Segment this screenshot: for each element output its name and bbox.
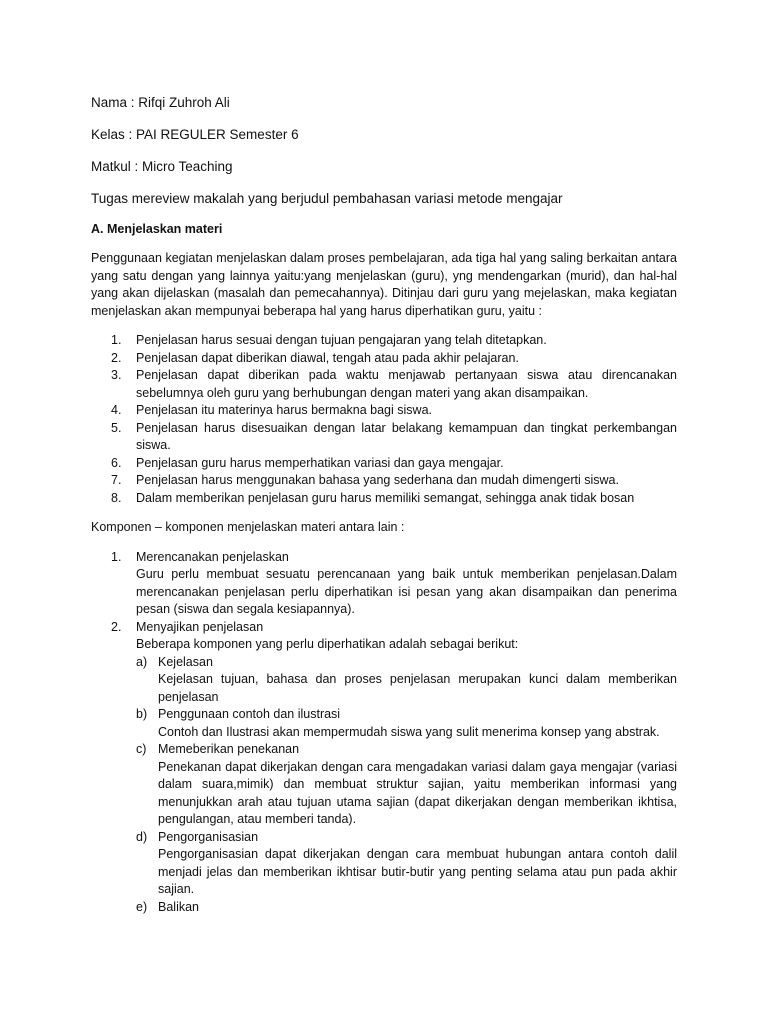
sub-item-text: Pengorganisasian dapat dikerjakan dengan cara membuat hubungan antara contoh dalil menjadi jelas dan memberikan ikhtisar butir-butir yang penting selama atau pun pada akhir sajian. — [158, 847, 677, 896]
sub-item-letter: a) — [136, 654, 148, 669]
component-text: Guru perlu membuat sesuatu perencanaan yang baik untuk memberikan penjelasan.Dalam merencanakan penjelasan perlu diperhatikan isi pesan yang akan disampaikan dan penerima pesan (siswa dan segala kesiapannya). — [136, 567, 677, 616]
student-class: Kelas : PAI REGULER Semester 6 — [91, 127, 299, 142]
explanation-points-list — [91, 332, 677, 507]
component-text: Beberapa komponen yang perlu diperhatikan adalah sebagai berikut: — [136, 637, 519, 651]
list-number: 4. — [111, 403, 122, 417]
sub-item — [136, 706, 677, 741]
sub-item-text: Contoh dan Ilustrasi akan mempermudah siswa yang sulit menerima konsep yang abstrak. — [158, 724, 660, 739]
sub-item-letter: d) — [136, 829, 148, 844]
component-item — [91, 549, 677, 619]
sub-item-title: Balikan — [158, 899, 199, 914]
list-number: 2. — [111, 350, 122, 365]
list-item-text: Penjelasan dapat diberikan pada waktu menjawab pertanyaan siswa atau direncanakan sebelumnya oleh guru yang berhubungan dengan materi yang akan disampaikan. — [136, 368, 677, 400]
list-item — [91, 455, 677, 473]
list-item-text: Penjelasan harus menggunakan bahasa yang sederhana dan mudah dimengerti siswa. — [136, 473, 619, 487]
sub-item — [136, 654, 677, 707]
components-intro: Komponen – komponen menjelaskan materi antara lain : — [91, 520, 405, 534]
component-title: Merencanakan penjelaskan — [136, 549, 289, 564]
list-item-text: Dalam memberikan penjelasan guru harus memiliki semangat, sehingga anak tidak bosan — [136, 490, 635, 505]
list-item-text: Penjelasan dapat diberikan diawal, tengah atau pada akhir pelajaran. — [136, 350, 519, 365]
list-item — [91, 420, 677, 455]
sub-item-letter: b) — [136, 707, 148, 721]
list-number: 7. — [111, 473, 122, 487]
sub-item-letter: c) — [136, 742, 147, 756]
sub-item-letter: e) — [136, 899, 148, 914]
components-list — [91, 549, 677, 917]
list-item — [91, 332, 677, 350]
list-number: 6. — [111, 455, 122, 470]
list-item-text: Penjelasan harus sesuai dengan tujuan pengajaran yang telah ditetapkan. — [136, 333, 547, 347]
sub-item-title: Pengorganisasian — [158, 829, 259, 844]
list-item — [91, 472, 677, 490]
sub-item-title: Penggunaan contoh dan ilustrasi — [158, 707, 341, 721]
sub-item-text: Kejelasan tujuan, bahasa dan proses penjelasan merupakan kunci dalam memberikan penjelasan — [158, 672, 677, 704]
sub-item — [136, 899, 677, 917]
student-name: Nama : Rifqi Zuhroh Ali — [91, 95, 230, 110]
list-item — [91, 490, 677, 508]
list-item — [91, 402, 677, 420]
section-title: A. Menjelaskan materi — [91, 222, 223, 236]
list-number: 1. — [111, 333, 122, 347]
list-item-text: Penjelasan itu materinya harus bermakna bagi siswa. — [136, 403, 432, 417]
sub-item — [136, 829, 677, 899]
course-name: Matkul : Micro Teaching — [91, 159, 233, 174]
list-number: 1. — [111, 549, 122, 564]
component-title: Menyajikan penjelasan — [136, 619, 264, 634]
list-number: 3. — [111, 368, 122, 382]
list-item — [91, 367, 677, 402]
list-item — [91, 350, 677, 368]
sub-item-title: Kejelasan — [158, 654, 213, 669]
component-item — [91, 619, 677, 917]
sub-item-text: Penekanan dapat dikerjakan dengan cara mengadakan variasi dalam gaya mengajar (variasi dalam suara,mimik) dan membuat struktur sajian, yaitu memberikan informasi yang menunjukkan arah atau tujuan utama sajian (dapat dikerjakan dengan memberikan ikhtisa, pengulangan, atau memberi tanda). — [158, 759, 677, 826]
list-number: 5. — [111, 420, 122, 435]
sub-item-title: Memeberikan penekanan — [158, 742, 300, 756]
list-number: 8. — [111, 490, 122, 505]
list-item-text: Penjelasan guru harus memperhatikan variasi dan gaya mengajar. — [136, 455, 504, 470]
intro-paragraph: Penggunaan kegiatan menjelaskan dalam proses pembelajaran, ada tiga hal yang saling berkaitan antara yang satu dengan yang lainnya yaitu:yang menjelaskan (guru), yng mendengarkan (murid), dan hal-hal yang akan dijelaskan (masalah dan pemecahannya). Ditinjau dari guru yang mejelaskan, maka kegiatan menjelaskan akan mempunyai beberapa hal yang harus diperhatikan guru, yaitu : — [91, 251, 677, 318]
task-description: Tugas mereview makalah yang berjudul pembahasan variasi metode mengajar — [91, 191, 563, 206]
list-number: 2. — [111, 619, 122, 634]
sub-item — [136, 741, 677, 829]
list-item-text: Penjelasan harus disesuaikan dengan latar belakang kemampuan dan tingkat perkembangan siswa. — [136, 420, 677, 452]
